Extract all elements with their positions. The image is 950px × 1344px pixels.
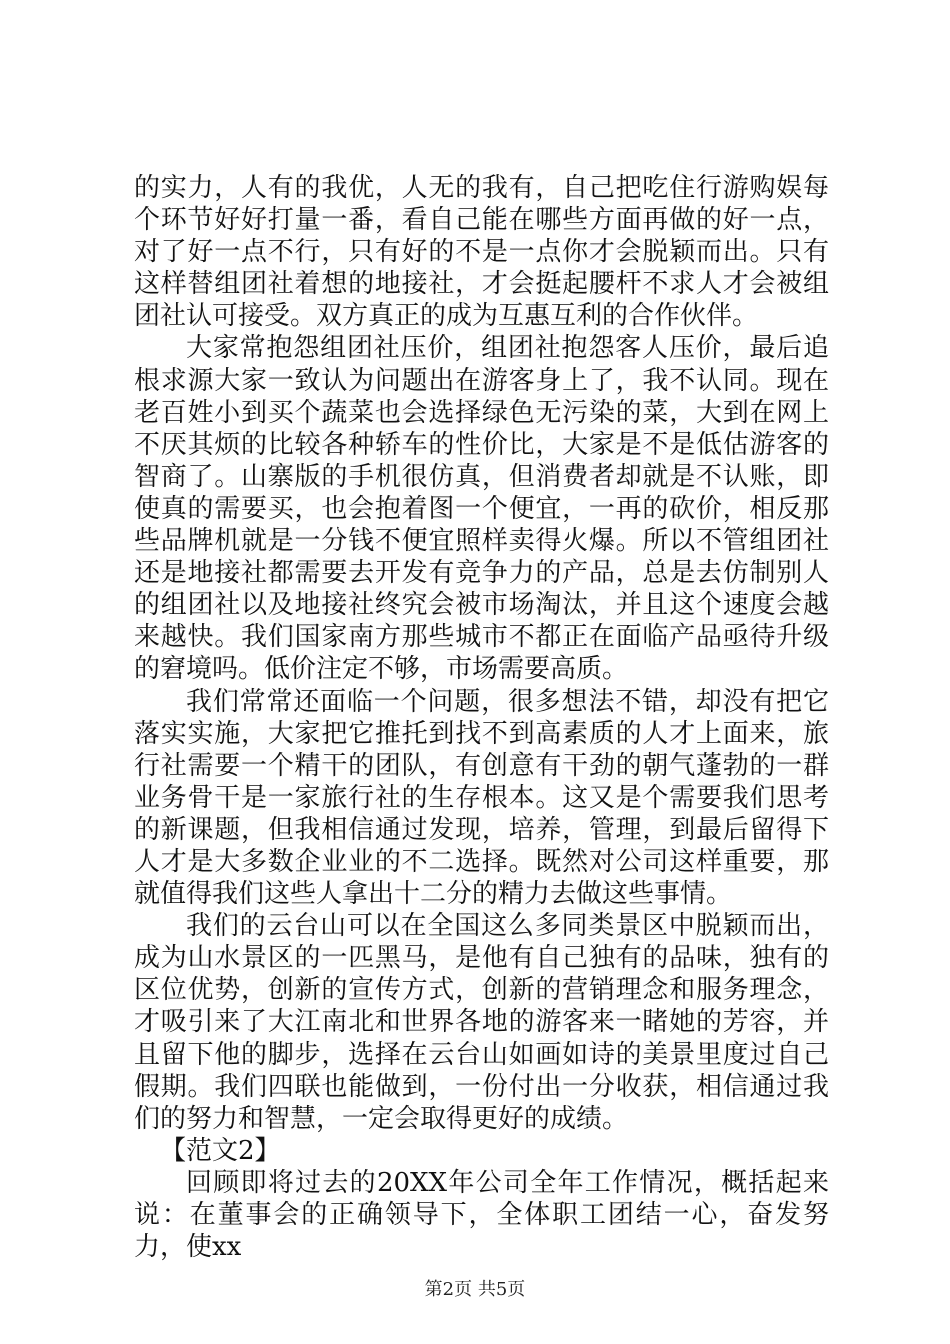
- document-body: [134, 172, 829, 1263]
- paragraph: 我们的云台山可以在全国这么多同类景区中脱颖而出，成为山水景区的一匹黑马，是他有自己独有的品味，独有的区位优势，创新的宣传方式，创新的营销理念和服务理念，才吸引来了大江南北和世界各地的游客来一睹她的芳容，并且留下他的脚步，选择在云台山如画如诗的美景里度过自己假期。我们四联也能做到，一份付出一分收获，相信通过我们的努力和智慧，一定会取得更好的成绩。: [134, 911, 829, 1134]
- paragraph: 我们常常还面临一个问题，很多想法不错，却没有把它落实实施，大家把它推托到找不到高素质的人才上面来，旅行社需要一个精干的团队，有创意有干劲的朝气蓬勃的一群业务骨干是一家旅行社的生存根本。这又是个需要我们思考的新课题，但我相信通过发现，培养，管理，到最后留得下人才是大多数企业业的不二选择。既然对公司这样重要，那就值得我们这些人拿出十二分的精力去做这些事情。: [134, 686, 829, 910]
- paragraph: 大家常抱怨组团社压价，组团社抱怨客人压价，最后追根求源大家一致认为问题出在游客身上了，我不认同。现在老百姓小到买个蔬菜也会选择绿色无污染的菜，大到在网上不厌其烦的比较各种轿车的性价比，大家是不是低估游客的智商了。山寨版的手机很仿真，但消费者却就是不认账，即使真的需要买，也会抱着图一个便宜，一再的砍价，相反那些品牌机就是一分钱不便宜照样卖得火爆。所以不管组团社还是地接社都需要去开发有竞争力的产品，总是去仿制别人的组团社以及地接社终究会被市场淘汰，并且这个速度会越来越快。我们国家南方那些城市不都正在面临产品亟待升级的窘境吗。低价注定不够，市场需要高质。: [134, 333, 829, 685]
- page-footer: 第2页 共5页: [424, 1279, 526, 1300]
- paragraph: 回顾即将过去的20XX年公司全年工作情况，概括起来说：在董事会的正确领导下，全体职工团结一心，奋发努力，使xx: [134, 1167, 829, 1263]
- paragraph: 的实力，人有的我优，人无的我有，自己把吃住行游购娱每个环节好好打量一番，看自己能在哪些方面再做的好一点，对了好一点不行，只有好的不是一点你才会脱颖而出。只有这样替组团社着想的地接社，才会挺起腰杆不求人才会被组团社认可接受。双方真正的成为互惠互利的合作伙伴。: [134, 173, 829, 332]
- section-heading: 【范文2】: [160, 1135, 281, 1166]
